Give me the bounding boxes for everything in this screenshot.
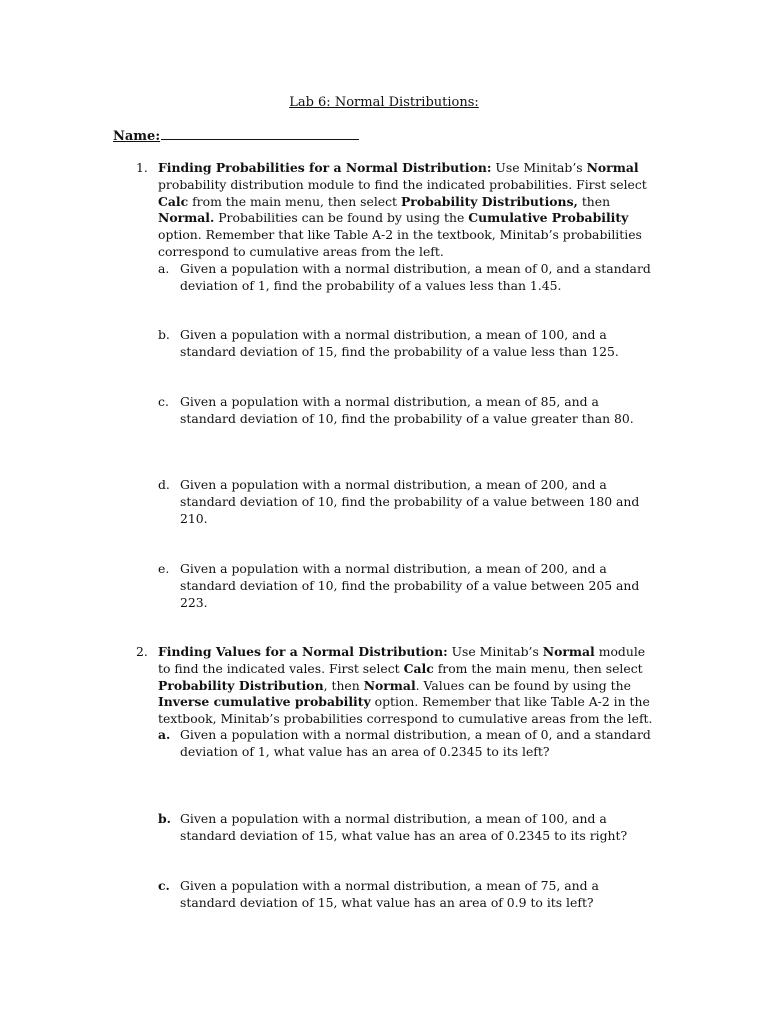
part-letter: a. xyxy=(158,261,170,276)
bold-term: Probability Distributions, xyxy=(400,193,578,209)
text-run: from the main menu, then select xyxy=(188,193,401,209)
bold-term: Cumulative Probability xyxy=(468,210,629,226)
part-text: Given a population with a normal distribution, a mean of 75, and a standard deviation of 15, what value has an area of 0.9 to its left? xyxy=(180,878,599,910)
text-run: . Values can be found by using the xyxy=(415,677,631,693)
question-text xyxy=(158,160,656,261)
text-run: option. Remember that like Table A-2 in the textbook, Minitab’s probabilities correspond to cumulative areas from the left. xyxy=(158,694,653,727)
name-label: Name: xyxy=(113,129,161,144)
question-text xyxy=(158,644,656,728)
part-text: Given a population with a normal distribution, a mean of 0, and a standard deviation of 1, what value has an area of 0.2345 to its left? xyxy=(180,727,651,759)
text-run: Probabilities can be found by using the xyxy=(214,210,469,226)
part-letter: e. xyxy=(158,561,170,576)
part-letter: a. xyxy=(158,727,171,742)
text-run: then xyxy=(577,193,611,209)
question-1-part-e xyxy=(158,561,658,611)
bold-term: Calc xyxy=(403,660,434,676)
question-2 xyxy=(136,644,656,728)
part-text: Given a population with a normal distribution, a mean of 100, and a standard deviation of 15, what value has an area of 0.2345 to its right? xyxy=(180,811,628,843)
question-1 xyxy=(136,160,656,261)
text-run: probability distribution module to find the indicated probabilities. First select xyxy=(158,176,647,192)
question-1-part-a xyxy=(158,261,658,295)
text-run: module to find the indicated vales. First select xyxy=(158,644,646,676)
bold-term: Calc xyxy=(158,193,189,209)
name-field xyxy=(113,127,359,145)
page-title: Lab 6: Normal Distributions: xyxy=(289,95,479,110)
question-heading: Finding Probabilities for a Normal Distribution: xyxy=(158,160,492,175)
part-text: Given a population with a normal distribution, a mean of 200, and a standard deviation of 10, find the probability of a value between 180 and 210. xyxy=(180,477,640,526)
bold-term: Probability Distribution xyxy=(158,677,324,693)
part-letter: d. xyxy=(158,477,170,492)
part-letter: c. xyxy=(158,878,170,893)
text-run: , then xyxy=(323,677,364,693)
part-letter: c. xyxy=(158,394,169,409)
text-run: Use Minitab’s xyxy=(447,644,543,659)
question-2-part-a xyxy=(158,727,658,761)
part-text: Given a population with a normal distribution, a mean of 100, and a standard deviation of 15, find the probability of a value less than 125. xyxy=(180,327,619,359)
question-1-part-d xyxy=(158,477,658,527)
question-1-part-c xyxy=(158,394,658,428)
part-letter: b. xyxy=(158,327,170,342)
text-run: option. Remember that like Table A-2 in the textbook, Minitab’s probabilities correspond to cumulative areas from the left. xyxy=(158,227,642,259)
part-text: Given a population with a normal distribution, a mean of 0, and a standard deviation of 1, find the probability of a values less than 1.45. xyxy=(180,261,651,293)
bold-term: Inverse cumulative probability xyxy=(158,694,371,710)
text-run: Use Minitab’s xyxy=(491,160,587,175)
part-letter: b. xyxy=(158,811,171,826)
bold-term: Normal xyxy=(363,677,416,693)
bold-term: Normal xyxy=(586,160,639,175)
text-run: from the main menu, then select xyxy=(433,660,643,676)
part-text: Given a population with a normal distribution, a mean of 85, and a standard deviation of 10, find the probability of a value greater than 80. xyxy=(180,394,634,426)
bold-term: Normal. xyxy=(158,210,215,226)
bold-term: Normal xyxy=(542,644,595,659)
question-heading: Finding Values for a Normal Distribution: xyxy=(158,644,448,659)
question-1-part-b xyxy=(158,327,658,361)
question-number: 1. xyxy=(136,160,148,175)
name-blank-line xyxy=(161,127,359,140)
question-2-part-c xyxy=(158,878,658,912)
question-2-part-b xyxy=(158,811,658,845)
part-text: Given a population with a normal distribution, a mean of 200, and a standard deviation of 10, find the probability of a value between 205 and 223. xyxy=(180,561,640,610)
question-number: 2. xyxy=(136,644,148,659)
